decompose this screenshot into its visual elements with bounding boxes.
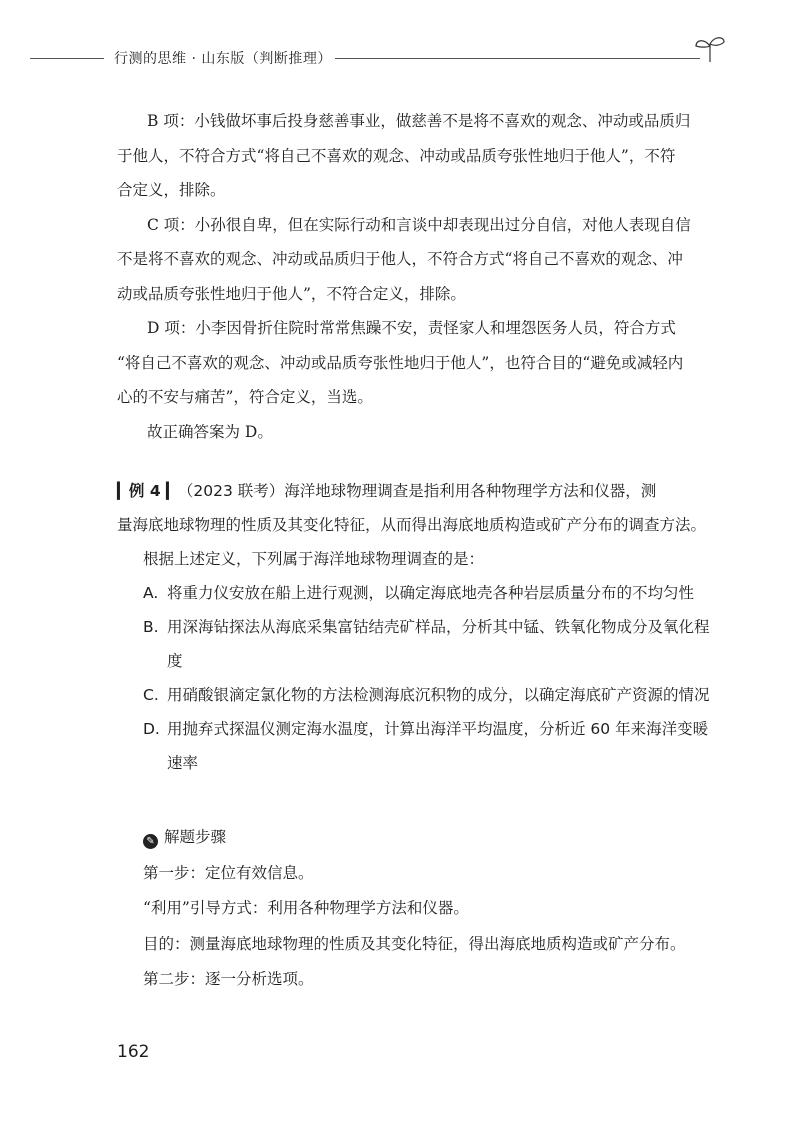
- option-b-analysis: [117, 104, 717, 208]
- text-line: 合定义，排除。: [117, 181, 226, 199]
- example-tag: ▎例 4 ▎: [117, 482, 178, 500]
- text-line: 动或品质夸张性地归于他人”，不符合定义，排除。: [117, 284, 466, 303]
- text-line: 心的不安与痛苦”，符合定义，当选。: [117, 388, 373, 406]
- page-number: 162: [117, 1042, 150, 1062]
- example-question: 根据上述定义，下列属于海洋地球物理调查的是：: [143, 550, 485, 568]
- option-text: 用硝酸银滴定氯化物的方法检测海底沉积物的成分，以确定海底矿产资源的情况: [167, 686, 710, 704]
- option-letter: B.: [143, 618, 159, 636]
- option-c: [143, 678, 717, 712]
- text-line: D 项：小李因骨折住院时常常焦躁不安，责怪家人和埋怨医务人员，符合方式: [147, 319, 676, 337]
- text-line: C 项：小孙很自卑，但在实际行动和言谈中却表现出过分自信，对他人表现自信: [147, 215, 691, 234]
- option-letter: D.: [143, 720, 160, 738]
- example-text-2: 量海底地球物理的性质及其变化特征，从而得出海底地质构造或矿产分布的调查方法。: [117, 516, 707, 534]
- option-text: 用深海钻探法从海底采集富钴结壳矿样品，分析其中锰、铁氧化物成分及氧化程度: [167, 618, 710, 670]
- steps-icon: ✎: [143, 834, 158, 849]
- option-text: 将重力仪安放在船上进行观测，以确定海底地壳各种岩层质量分布的不均匀性: [167, 584, 695, 602]
- text-line: 不是将不喜欢的观念、冲动或品质归于他人，不符合方式“将自己不喜欢的观念、冲: [117, 250, 683, 268]
- text-line: 于他人，不符合方式“将自己不喜欢的观念、冲动或品质夸张性地归于他人”，不符: [117, 146, 676, 165]
- solution-heading-text: 解题步骤: [164, 828, 227, 846]
- text-line: “将自己不喜欢的观念、冲动或品质夸张性地归于他人”，也符合目的“避免或减轻内: [117, 353, 684, 372]
- solution-heading: [143, 820, 717, 856]
- solution-block: [143, 820, 717, 998]
- sprout-icon: [692, 36, 728, 64]
- header-rule-right: [335, 58, 700, 59]
- option-a: [143, 576, 717, 610]
- option-text: 用抛弃式探温仪测定海水温度，计算出海洋平均温度，分析近 60 年来海洋变暖速率: [167, 720, 709, 772]
- header-title: 行测的思维 · 山东版（判断推理）: [114, 51, 332, 67]
- example-source: （2023 联考）: [177, 482, 285, 500]
- option-d: [143, 712, 717, 780]
- running-header: [30, 42, 720, 72]
- solution-line: “利用”引导方式：利用各种物理学方法和仪器。: [143, 899, 469, 917]
- option-letter: C.: [143, 686, 159, 704]
- option-c-analysis: [117, 208, 717, 312]
- answer-line: 故正确答案为 D。: [147, 422, 273, 441]
- example-block: [117, 474, 717, 576]
- option-d-analysis: [117, 311, 717, 415]
- analysis-block: [117, 104, 717, 449]
- text-line: B 项：小钱做坏事后投身慈善事业，做慈善不是将不喜欢的观念、冲动或品质归: [147, 112, 691, 130]
- option-b: [143, 610, 717, 678]
- option-letter: A.: [143, 584, 159, 602]
- header-rule-left: [30, 58, 104, 59]
- example-first-line: [117, 474, 717, 508]
- solution-line: 第一步：定位有效信息。: [143, 863, 314, 882]
- solution-line: 目的：测量海底地球物理的性质及其变化特征，得出海底地质构造或矿产分布。: [143, 934, 686, 953]
- solution-line: 第二步：逐一分析选项。: [143, 970, 314, 988]
- example-text-1: 海洋地球物理调查是指利用各种物理学方法和仪器，测: [284, 482, 657, 500]
- options-list: [143, 576, 717, 780]
